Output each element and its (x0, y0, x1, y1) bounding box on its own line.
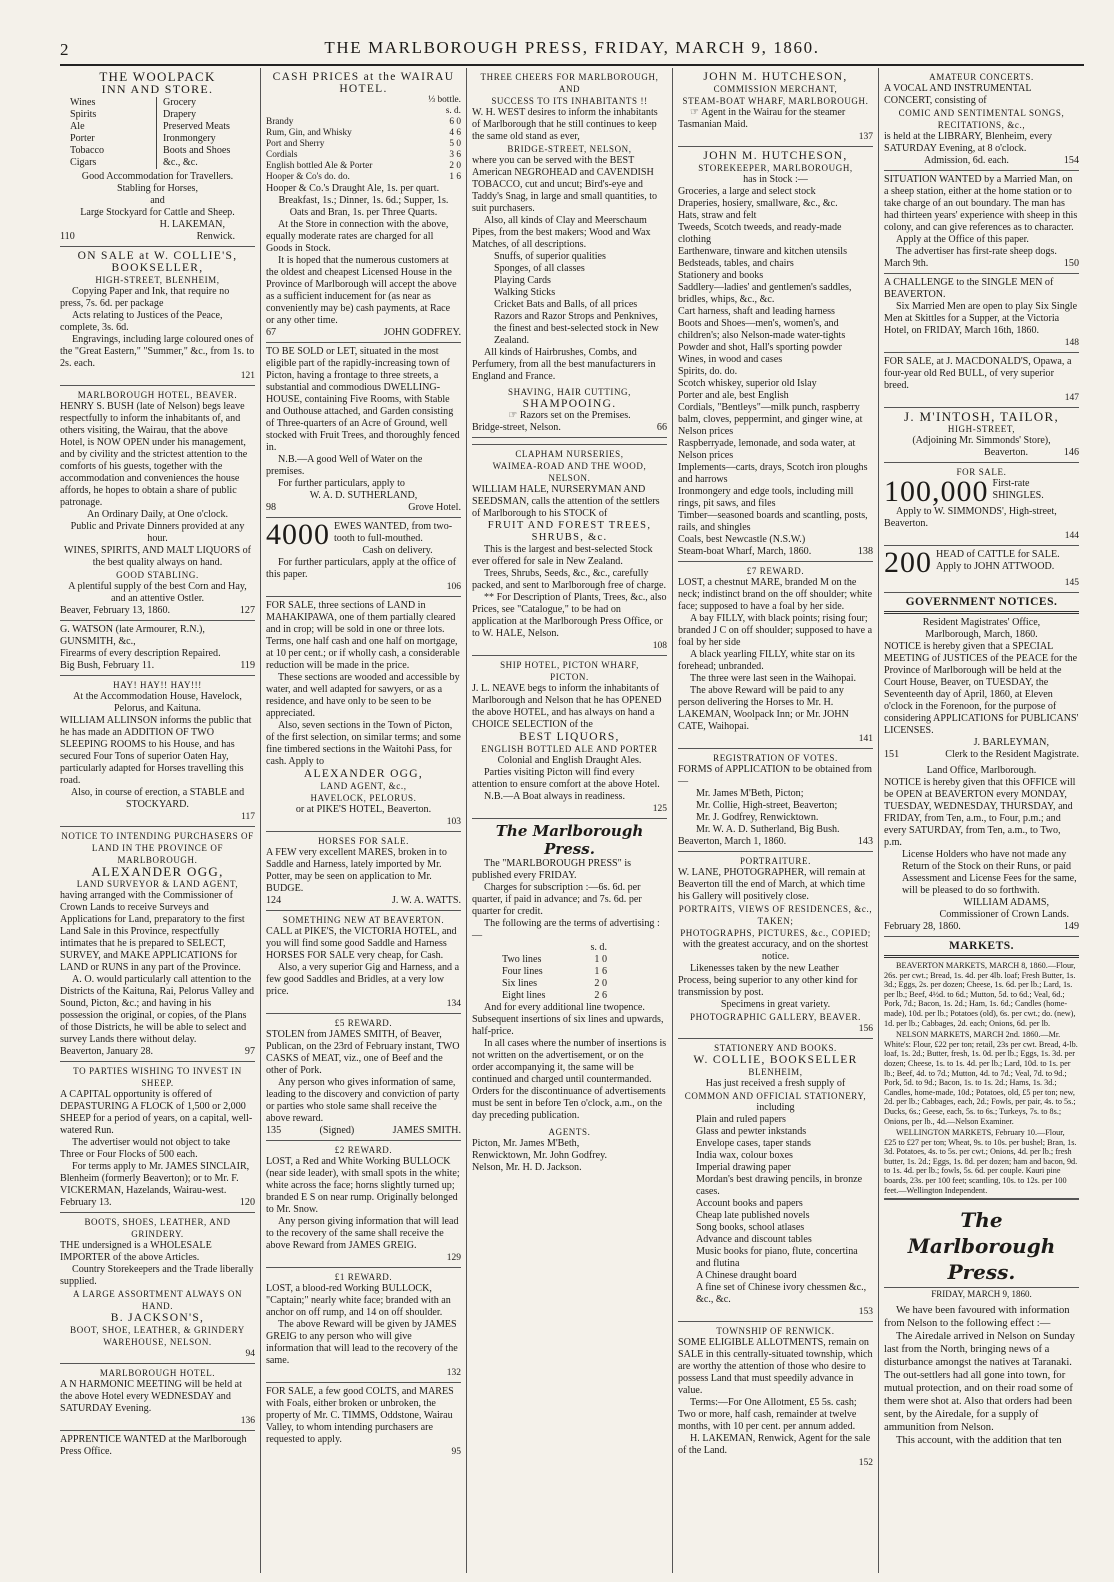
ad-horses-for-sale: HORSES FOR SALE. A FEW very excellent MARES, broken in to Saddle and Harness, lately imported by Mr. Potter, may be seen on application to Mr. BUDGE. 124 J. W. A. WATTS. (266, 832, 461, 911)
stock-item: Wines, in wood and cases (678, 354, 783, 365)
stock-item: Earthenware, tinware and kitchen utensils (678, 246, 848, 257)
stock-item: Boots and Shoes—men's, women's, and children's; also Nelson-made water-tights (678, 318, 846, 341)
markets-heading: MARKETS. (884, 937, 1079, 958)
woolpack-item: Preserved Meats (163, 121, 230, 132)
agent-item: Mr. Collie, High-street, Beaverton; (696, 800, 838, 811)
ad-hay: HAY! HAY!! HAY!!! At the Accommodation House, Havelock, Pelorus, and Kaituna. WILLIAM ALLINSON informs the public that he has made an ADDITION OF TWO SLEEPING ROOMS to his House, and has secured Four Tons of superior Oaten Hay, particularly adapted for Horses travelling this road. Also, in course of erection, a STABLE and STOCKYARD. 117 (60, 676, 255, 827)
column-3 (466, 68, 672, 1573)
woolpack-item: Ironmongery (163, 133, 216, 144)
stationery-item: India wax, colour boxes (696, 1150, 793, 1161)
stock-item: Groceries, a large and select stock (678, 186, 816, 197)
rate-row (502, 966, 607, 978)
government-notices: Resident Magistrates' Office, Marlborough, March, 1860. NOTICE is hereby given that a SPECIAL MEETING of JUSTICES of the PEACE for the Province of Marlborough will be held at the Court House, Beaver, on TUESDAY, the Seventeenth day of April, 1860, at Eleven o'clock in the Forenoon, for the purpose of considering APPLICATIONS for PUBLICANS' LICENSES. J. BARLEYMAN, 151 Clerk to the Resident Magistrate. Land Office, Marlborough. NOTICE is hereby given that this OFFICE will be OPEN at BEAVERTON every MONDAY, TUESDAY, WEDNESDAY, THURSDAY, and FRIDAY, from Ten, a.m., to Four, p.m.; and every SATURDAY, from Ten, a.m., to Two, p.m. License Holders who have not made any Return of the Stock on their Runs, or paid Assessment and License Fees for the same, will be pleased to do so forthwith. WILLIAM ADAMS, Commissioner of Crown Lands. February 28, 1860. 149 (884, 614, 1079, 937)
woolpack-item: Porter (70, 133, 95, 144)
agent-item: Mr. James M'Beth, Picton; (696, 788, 804, 799)
column-1 (60, 68, 260, 1573)
price-row-label: Cordials (266, 150, 298, 160)
price-row (266, 172, 461, 183)
rate-row-value: 1 6 (594, 966, 607, 977)
stock-item: Cordials, "Bentleys"—milk punch, raspberry balm, cloves, peppermint, and ginger wine, at Nelson prices (678, 402, 863, 437)
ad-hutcheson-commission: JOHN M. HUTCHESON, COMMISSION MERCHANT, STEAM-BOAT WHARF, MARLBOROUGH. ☞ Agent in the Wairau for the steamer Tasmanian Maid. 137 (678, 68, 873, 147)
price-row-label: Rum, Gin, and Whisky (266, 128, 352, 138)
ad-land-for-sale: FOR SALE, three sections of LAND in MAHAKIPAWA, one of them partially cleared and in crop; will be sold in one or three lots. Terms, one half cash and one half on mortgage, at 10 per cent.; or if wholly cash, a considerable reduction will be made in the price. These sections are wooded and accessible by water, and well adapted for sawyers, or as a residence, and have only to be seen to be appreciated. Also, seven sections in the Town of Picton, of the first selection, on similar terms; and some fine timbered sections in the Waitohi Pass, for cash. Apply to ALEXANDER OGG, LAND AGENT, &c., HAVELOCK, PELORUS. or at PIKE'S HOTEL, Beaverton. 103 (266, 597, 461, 832)
woolpack-item: Wines (70, 97, 96, 108)
stock-item: Ironmongery and edge tools, including mill rings, pit saws, and files (678, 486, 854, 509)
woolpack-item: Tobacco (70, 145, 105, 156)
rate-row-value: 1 0 (594, 954, 607, 965)
west-goods-list (472, 251, 667, 347)
west-item: Sponges, of all classes (494, 263, 585, 274)
woolpack-left-list (70, 97, 152, 169)
price-row (266, 139, 461, 150)
stock-item: Spirits, do. do. (678, 366, 738, 377)
ad-apprentice: APPRENTICE WANTED at the Marlborough Press Office. (60, 1434, 247, 1457)
ad-ship-hotel: SHIP HOTEL, PICTON WHARF, PICTON. J. L. NEAVE begs to inform the inhabitants of Marlborough and Nelson that he has OPENED the above HOTEL, and has always on hand a CHOICE SELECTION of the BEST LIQUORS, ENGLISH BOTTLED ALE AND PORTER Colonial and English Draught Ales. Parties visiting Picton will find every attention to ensure comfort at the above Hotel. N.B.—A Boat always in readiness. 125 (472, 656, 667, 819)
west-item: Playing Cards (494, 275, 551, 286)
stationery-item: Glass and pewter inkstands (696, 1126, 807, 1137)
stationery-item: A Chinese draught board (696, 1270, 797, 1281)
ad-hutcheson-store: JOHN M. HUTCHESON, STOREKEEPER, MARLBOROUGH, has in Stock :— Groceries, a large and select stock Draperies, hosiery, smallware, &c., &c. Hats, straw and felt Tweeds, Scotch tweeds, and ready-made clothing Earthenware, tinware and kitchen utensils Bedsteads, tables, and chairs Stationery and books Saddlery—ladies' and gentlemen's saddles, bridles, whips, &c., &c. Cart harness, shaft and leading harness Boots and Shoes—men's, women's, and children's; also Nelson-made water-tights Powder and shot, Hall's sporting powder Wines, in wood and cases Spirits, do. do. Scotch whiskey, superior old Islay Porter and ale, best English Cordials, "Bentleys"—milk punch, raspberry balm, cloves, peppermint, and ginger wine, at Nelson prices Raspberryade, lemonade, and soda water, at Nelson prices Implements—carts, drays, Scotch iron ploughs and harrows Ironmongery and edge tools, including mill rings, pit saws, and files Timber—seasoned boards and scantling, posts, rails, and shingles Coals, best Newcastle (N.S.W.) Steam-boat Wharf, March, 1860. 138 (678, 147, 873, 562)
stock-item: Bedsteads, tables, and chairs (678, 258, 794, 269)
west-item: Walking Sticks (494, 287, 556, 298)
ad-something-new: SOMETHING NEW AT BEAVERTON. CALL at PIKE'S, the VICTORIA HOTEL, and you will find some good Saddle and Harness HORSES FOR SALE very cheap, for Cash. Also, a very superior Gig and Harness, and a few good Saddles and Bridles, at a very low price. 134 (266, 911, 461, 1014)
woolpack-item: Spirits (70, 109, 97, 120)
stock-item: Powder and shot, Hall's sporting powder (678, 342, 842, 353)
editorial-masthead: The Marlborough Press. (907, 1208, 1056, 1285)
price-row (266, 161, 461, 172)
price-row-value: 1 6 (449, 172, 461, 182)
masthead-title: THE MARLBOROUGH PRESS, FRIDAY, MARCH 9, 1860. (324, 38, 820, 57)
ad-registration-votes: REGISTRATION OF VOTES. FORMS of APPLICATION to be obtained from— Mr. James M'Beth, Picton; Mr. Collie, High-street, Beaverton; Mr. J. Godfrey, Renwicktown. Mr. W. A. D. Sutherland, Big Bush. Beaverton, March 1, 1860. 143 (678, 749, 873, 852)
stock-item: Coals, best Newcastle (N.S.W.) (678, 534, 806, 545)
stationery-item: A fine set of Chinese ivory chessmen &c., &c., &c. (696, 1282, 867, 1305)
press-terms: The Marlborough Press. The "MARLBOROUGH PRESS" is published every FRIDAY. Charges for subscription :—6s. 6d. per quarter, if paid in advance; and 7s. 6d. per quarter for credit. The following are the terms of advertising :— s. d. Two lines 1 0 Four lines 1 6 Six lines 2 0 Eight lines 2 6 And for every additional line twopence. Subsequent insertions of six lines and upwards, half-price. In all cases where the number of insertions is not written on the advertisement, or on the order accompanying it, the same will be continued and charged until countermanded. Orders for the discontinuance of advertisements must be sent in before Ten o'clock, a.m., on the day preceding publication. AGENTS. Picton, Mr. James M'Beth, Renwicktown, Mr. John Godfrey. Nelson, Mr. H. D. Jackson. (472, 822, 667, 1173)
ad-lost-captain: £1 REWARD. LOST, a blood-red Working BULLOCK, "Captain;" nearly white face; branded with an anchor on off rump, and 14 on off shoulder. The above Reward will be given by JAMES GREIG to any person who will give information that will lead to the recovery of the same. 132 (266, 1268, 461, 1383)
ad-stolen-reward: £5 REWARD. STOLEN from JAMES SMITH, of Beaver, Publican, on the 23rd of February instant, TWO CASKS of MEAT, viz., one of Beef and the other of Pork. Any person who gives information of same, leading to the discovery and conviction of party or parties who stole same shall receive the above reward. 135 (Signed) JAMES SMITH. (266, 1014, 461, 1141)
stock-item: Porter and ale, best English (678, 390, 789, 401)
price-row (266, 150, 461, 161)
ad-cash-prices: CASH PRICES at the WAIRAU HOTEL. ⅓ bottle. s. d. Brandy 6 0 Rum, Gin, and Whisky 4 6 Port and Sherry 5 0 Cordials 3 6 English bottled Ale & Porter 2 0 Hooper & Co's do. do. 1 6 Hooper & Co.'s Draught Ale, 1s. per quart. Breakfast, 1s.; Dinner, 1s. 6d.; Supper, 1s. Oats and Bran, 1s. per Three Quarts. At the Store in connection with the above, equally moderate rates are charged for all Goods in Stock. It is hoped that the numerous customers at the oldest and cheapest Licensed House in the Province of Marlborough will accept the above as a sufficient inducement for (as near as conveniently may be) cash payments, at Race or any other time. 67 JOHN GODFREY. (266, 68, 461, 343)
rate-row-label: Four lines (502, 966, 543, 977)
stationery-item: Imperial drawing paper (696, 1162, 791, 1173)
rate-row (502, 978, 607, 990)
ad-mccartney (472, 438, 667, 445)
ad-ewes-wanted: 4000 EWES WANTED, from two-tooth to full-mouthed. Cash on delivery. For further particulars, apply at the office of this paper. 106 (266, 518, 461, 597)
stationery-item: Cheap late published novels (696, 1210, 810, 1221)
price-row-label: Port and Sherry (266, 139, 325, 149)
west-item: Snuffs, of superior qualities (494, 251, 606, 262)
rate-row (502, 954, 607, 966)
stationery-item: Plain and ruled papers (696, 1114, 786, 1125)
stationery-item: Advance and discount tables (696, 1234, 812, 1245)
ad-mintosh-tailor: J. M'INTOSH, TAILOR, HIGH-STREET, (Adjoining Mr. Simmonds' Store), Beaverton. 146 (884, 408, 1079, 463)
west-item: Razors and Razor Strops and Penknives, the finest and best-selected stock in New Zealand. (494, 311, 659, 346)
price-row-value: 4 6 (449, 128, 461, 138)
editorial: The Marlborough Press. FRIDAY, MARCH 9, 1860. We have been favoured with information from Nelson to the following effect :— The Airedale arrived in Nelson on Sunday last from the North, bringing news of a disturbance amongst the natives at Taranaki. The out-settlers had all gone into town, for mutual protection, and on their road some of them were shot at. Also that orders had been sent, by the Airedale, for a supply of ammunition from Nelson. This account, with the addition that ten (884, 1199, 1079, 1450)
column-4 (672, 68, 878, 1573)
markets-report: BEAVERTON MARKETS, MARCH 8, 1860.—Flour, 26s. per cwt.; Bread, 1s. 4d. per 4lb. loaf; Fresh Butter, 1s. 3d.; Eggs, 2s. per dozen; Cheese, 1s. 6d. per lb.; Lard, 1s. per lb.; Beef, 4½d. to 6d.; Mutton, 5d. to 6d.; Veal, 6d.; Pork, 7d.; Bacon, 1s. 2d.; Ham, 1s. 6d.; Candles (home-made), 10d. per lb.; Potatoes (old), 6s. per cwt.; do. (new), 1d. per lb.; Cabbages, 2d. each; Onions, 6d. per lb. NELSON MARKETS, MARCH 2nd. 1860.—Mr. White's: Flour, £22 per ton; retail, 23s per cwt. Bread, 4-lb. loaf, 1s. 2d.; Butter, fresh, 1s. 0d. per lb.; Eggs, 1s. 3d. per dozen; Cheese, 1s. to 1s. 4d. per lb.; Lard, 10d. to 1s. per lb.; Beef, 4d. to 7d.; Mutton, 4d. to 7d.; Veal, 7d. to 9d.; Pork, 5d. to 9d.; Bacon, 1s. to 1s. 2d.; Hams, 1s. 3d.; Candles, home-made, 10d.; Potatoes, old, £5 per ton; new, 2d. per lb.; Cabbages, each, 2d.; Fowls, per pair, 4s. to 5s.; Ducks, 6s.; Geese, each, 5s. to 6s.; Turkeys, 7s. to 8s.; Onions, per lb., 4d.—Nelson Examiner. WELLINGTON MARKETS, February 10.—Flour, £25 to £27 per ton; Wheat, 9s. to 10s. per bushel; Bran, 1s. 3d. Potatoes, 4s. to 5s. per cwt.; Onions, 4d. per lb.; fresh butter, 1s. 2d.; Eggs, 1s. 8d. per dozen; ham and bacon, 9d. to 1s. 4d. per lb.; fowls, 5s. 6d. per couple. Kauri pine boards, 23s. per 100 feet; scantling, 10s. to 12s. per 100 feet.—Wellington Independent. (884, 958, 1079, 1199)
price-row-label: English bottled Ale & Porter (266, 161, 373, 171)
ad-harmonic-meeting: MARLBOROUGH HOTEL. A N HARMONIC MEETING will be held at the above Hotel every WEDNESDAY and SATURDAY Evening. 136 (60, 1364, 255, 1431)
price-row (266, 128, 461, 139)
stationery-item: Account books and papers (696, 1198, 803, 1209)
rate-row-label: Two lines (502, 954, 542, 965)
stock-item: Draperies, hosiery, smallware, &c., &c. (678, 198, 838, 209)
ad-west-tobacconist: THREE CHEERS FOR MARLBOROUGH, AND SUCCESS TO ITS INHABITANTS !! W. H. WEST desires to inform the inhabitants of Marlborough that he still continues to keep the same old stand as ever, BRIDGE-STREET, NELSON, where you can be served with the BEST American NEGROHEAD and CAVENDISH TOBACCO, cut and uncut; Bird's-eye and Taddy's Snag, in large and small quantities, to suit purchasers. Also, all kinds of Clay and Meerschaum Pipes, from the best makers; Wood and Wax Matches, of all descriptions. Snuffs, of superior qualities Sponges, of all classes Playing Cards Walking Sticks Cricket Bats and Balls, of all prices Razors and Razor Strops and Penknives, the finest and best-selected stock in New Zealand. All kinds of Hairbrushes, Combs, and Perfumery, from all the best manufacturers in England and France. SHAVING, HAIR CUTTING, SHAMPOOING. ☞ Razors set on the Premises. Bridge-street, Nelson. 66 (472, 68, 667, 438)
ad-stationery: STATIONERY AND BOOKS. W. COLLIE, BOOKSELLER BLENHEIM, Has just received a fresh supply of COMMON AND OFFICIAL STATIONERY, including Plain and ruled papers Glass and pewter inkstands Envelope cases, taper stands India wax, colour boxes Imperial drawing paper Mordan's best drawing pencils, in bronze cases. Account books and papers Cheap late published novels Song books, school atlases Advance and discount tables Music books for piano, flute, concertina and flutina A Chinese draught board A fine set of Chinese ivory chessmen &c., &c., &c. 153 (678, 1039, 873, 1322)
price-row-value: 5 0 (449, 139, 461, 149)
price-row (266, 117, 461, 128)
ad-sheep: TO PARTIES WISHING TO INVEST IN SHEEP. A CAPITAL opportunity is offered of DEPASTURING A FLOCK of 1,500 or 2,000 SHEEP for a period of years, on a capital, well-watered Run. The advertiser would not object to take Three or Four Flocks of 500 each. For terms apply to Mr. JAMES SINCLAIR, Blenheim (formerly Beaverton); or to Mr. F. VICKERMAN, Hazelands, Wairau-west. February 13. 120 (60, 1062, 255, 1213)
government-notices-heading: GOVERNMENT NOTICES. (884, 593, 1079, 614)
page-number: 2 (60, 40, 69, 59)
rate-row-label: Eight lines (502, 990, 546, 1001)
stock-item: Raspberryade, lemonade, and soda water, at Nelson prices (678, 438, 856, 461)
rate-row-value: 2 0 (594, 978, 607, 989)
price-row-value: 2 0 (449, 161, 461, 171)
newspaper-columns (60, 68, 1084, 1573)
stock-item: Hats, straw and felt (678, 210, 757, 221)
ad-situation-wanted: SITUATION WANTED by a Married Man, on a sheep station, either at the home station or to take charge of an out boundary. The man has had thirteen years' experience with sheep in this colony, and can give references as to character. Apply at the Office of this paper. The advertiser has first-rate sheep dogs. March 9th. 150 (884, 171, 1079, 274)
ad-woolpack: THE WOOLPACK INN AND STORE. Wines Spirits Ale Porter Tobacco Cigars Grocery Drapery Preserved Meats Ironmongery Boots and Shoes &c., &c. Good Accommodation for Travellers. Stabling for Horses, and Large Stockyard for Cattle and Sheep. H. LAKEMAN, 110 Renwick. (60, 68, 255, 247)
ad-to-be-sold: TO BE SOLD or LET, situated in the most eligible part of the rapidly-increasing town of Picton, having a frontage to three streets, a substantial and commodious DWELLING-HOUSE, containing Five Rooms, with Stable and Outhouse attached, and Garden consisting of Three-quarters of an Acre of Ground, well stocked with Fruit Trees, and thoroughly fenced in. N.B.—A good Well of Water on the premises. For further particulars, apply to W. A. D. SUTHERLAND, 98 Grove Hotel. (266, 343, 461, 518)
ad-amateur-concerts: AMATEUR CONCERTS. A VOCAL AND INSTRUMENTAL CONCERT, consisting of COMIC AND SENTIMENTAL SONGS, RECITATIONS, &c., is held at the LIBRARY, Blenheim, every SATURDAY Evening, at 8 o'clock. Admission, 6d. each. 154 (884, 68, 1079, 171)
hutcheson-stock-list (678, 186, 873, 546)
stationery-list (678, 1114, 873, 1306)
cash-price-list (266, 117, 461, 183)
stock-item: Stationery and books (678, 270, 764, 281)
stationery-item: Mordan's best drawing pencils, in bronze cases. (696, 1174, 863, 1197)
price-row-value: 6 0 (449, 117, 461, 127)
stock-item: Tweeds, Scotch tweeds, and ready-made clothing (678, 222, 842, 245)
woolpack-item: Drapery (163, 109, 197, 120)
ad-lost-mare: £7 REWARD. LOST, a chestnut MARE, branded M on the neck; indistinct brand on the off shoulder; white face; supposed to have a foal by her side. A bay FILLY, with black points; rising four; branded J C on off shoulder; supposed to have a foal by her side A black yearling FILLY, white star on its forehead; unbranded. The three were last seen in the Waihopai. The above Reward will be paid to any person delivering the Horses to Mr. H. LAKEMAN, Woolpack Inn; or Mr. JOHN CATE, Waihopai. 141 (678, 562, 873, 749)
price-row-value: 3 6 (449, 150, 461, 160)
column-2 (260, 68, 466, 1573)
ad-clapham-nurseries: CLAPHAM NURSERIES, WAIMEA-ROAD AND THE WOOD, NELSON. WILLIAM HALE, NURSERYMAN AND SEEDSMAN, calls the attention of the settlers of Marlborough to his STOCK of FRUIT AND FOREST TREES, SHRUBS, &c. This is the largest and best-selected Stock ever offered for sale in New Zealand. Trees, Shrubs, Seeds, &c., &c., carefully packed, and sent to Marlborough free of charge. ** For Description of Plants, Trees, &c., also Prices, see "Catalogue," to be had on application at the Marlborough Press Office, or to W. HALE, Nelson. 108 (472, 445, 667, 656)
ad-bull-for-sale: FOR SALE, at J. MACDONALD'S, Opawa, a four-year old Red BULL, of very superior breed. 147 (884, 353, 1079, 408)
west-item: Cricket Bats and Balls, of all prices (494, 299, 638, 310)
rate-row-value: 2 6 (594, 990, 607, 1001)
ad-shingles: FOR SALE. 100,000 First-rate SHINGLES. Apply to W. SIMMONDS', High-street, Beaverton. 144 (884, 463, 1079, 546)
ad-photographer: PORTRAITURE. W. LANE, PHOTOGRAPHER, will remain at Beaverton till the end of March, at which time his Gallery will positively close. PORTRAITS, VIEWS OF RESIDENCES, &c., TAKEN; PHOTOGRAPHS, PICTURES, &c., COPIED; with the greatest accuracy, and on the shortest notice. Likenesses taken by the new Leather Process, being superior to any other kind for transmission by post. Specimens in great variety. PHOTOGRAPHIC GALLERY, BEAVER. 156 (678, 852, 873, 1039)
ad-marlborough-hotel: MARLBOROUGH HOTEL, BEAVER. HENRY S. BUSH (late of Nelson) begs leave respectfully to inform the inhabitants of, and others visiting, the Wairau, that the above Hotel, is NOW OPEN under his management, and by civility and the strictest attention to the comforts of his guests, together with the accommodation and conveniences the house affords, he hopes to obtain a share of public patronage. An Ordinary Daily, at One o'clock. Public and Private Dinners provided at any hour. WINES, SPIRITS, AND MALT LIQUORS of the best quality always on hand. GOOD STABLING. A plentiful supply of the best Corn and Hay, and an attentive Ostler. Beaver, February 13, 1860. 127 (60, 386, 255, 621)
ad-collie-bookseller: ON SALE at W. COLLIE'S, BOOKSELLER, HIGH-STREET, BLENHEIM, Copying Paper and Ink, that require no press, 7s. 6d. per package Acts relating to Justices of the Peace, complete, 3s. 6d. Engravings, including large coloured ones of the "Great Eastern," "Summer," &c., from 1s. to 2s. each. 121 (60, 247, 255, 386)
stationery-item: Envelope cases, taper stands (696, 1138, 811, 1149)
woolpack-item: Ale (70, 121, 85, 132)
column-5 (878, 68, 1084, 1573)
votes-agents-list (678, 788, 873, 836)
agent-item: Mr. W. A. D. Sutherland, Big Bush. (696, 824, 840, 835)
page-header (60, 36, 1084, 62)
ad-watson-gunsmith: G. WATSON (late Armourer, R.N.), GUNSMITH, &c., Firearms of every description Repaired. Big Bush, February 11. 119 (60, 621, 255, 676)
stationery-item: Song books, school atlases (696, 1222, 805, 1233)
stock-item: Cart harness, shaft and leading harness (678, 306, 835, 317)
ad-challenge: A CHALLENGE to the SINGLE MEN of BEAVERTON. Six Married Men are open to play Six Single Men at Skittles for a Supper, at the Victoria Hotel, on FRIDAY, March 16th, 1860. 148 (884, 274, 1079, 353)
rate-row (502, 990, 607, 1002)
ad-colts: FOR SALE, a few good COLTS, and MARES with Foals, either broken or unbroken, the property of Mr. C. TIMMS, Oddstone, Wairau Valley, to whom intending purchasers are requested to apply. 95 (266, 1386, 461, 1457)
woolpack-item: Boots and Shoes (163, 145, 231, 156)
ad-renwick-township: TOWNSHIP OF RENWICK. SOME ELIGIBLE ALLOTMENTS, remain on SALE in this centrally-situated township, which are worthy the attention of those who desire to possess Land that must speedily advance in value. Terms:—For One Allotment, £5 5s. cash; Two or more, half cash, remainder at twelve months, with 10 per cent. per annum added. H. LAKEMAN, Renwick, Agent for the sale of the Land. 152 (678, 1326, 873, 1468)
ad-cattle-for-sale: 200 HEAD of CATTLE for SALE. Apply to JOHN ATTWOOD. 145 (884, 546, 1079, 593)
header-rule (60, 64, 1084, 66)
price-row-label: Brandy (266, 117, 294, 127)
stock-item: Scotch whiskey, superior old Islay (678, 378, 817, 389)
agent-item: Mr. J. Godfrey, Renwicktown. (696, 812, 819, 823)
advertising-rates (472, 954, 667, 1002)
stock-item: Saddlery—ladies' and gentlemen's saddles, bridles, whips, &c., &c. (678, 282, 852, 305)
woolpack-right-list (156, 97, 245, 169)
woolpack-item: &c., &c. (163, 157, 198, 168)
stock-item: Timber—seasoned boards and scantling, posts, rails, and shingles (678, 510, 868, 533)
rate-row-label: Six lines (502, 978, 538, 989)
woolpack-item: Grocery (163, 97, 197, 108)
woolpack-item: Cigars (70, 157, 97, 168)
ad-land-surveyor: NOTICE TO INTENDING PURCHASERS OF LAND IN THE PROVINCE OF MARLBOROUGH. ALEXANDER OGG, LAND SURVEYOR & LAND AGENT, having arranged with the Commissioner of Crown Lands to receive Surveys and Applications for Land, preparatory to the first Land Sale in this Province, respectfully intimates that he is prepared to SELECT, SURVEY, and MAKE APPLICATIONS for LAND or RUNS in any part of the Province. A. O. would particularly call attention to the Districts of the Kaituna, Rai, Pelorus Valley and Sound, Picton, &c.; and having in his possession the original, or copies, of the Plans of those Districts, he will be able to select and survey Lands there without delay. Beaverton, January 28. 97 (60, 827, 255, 1062)
price-row-label: Hooper & Co's do. do. (266, 172, 350, 182)
stationery-item: Music books for piano, flute, concertina and flutina (696, 1246, 858, 1269)
ad-boots-shoes: BOOTS, SHOES, LEATHER, AND GRINDERY. THE undersigned is a WHOLESALE IMPORTER of the above Articles. Country Storekeepers and the Trade liberally supplied. A LARGE ASSORTMENT ALWAYS ON HAND. B. JACKSON'S, BOOT, SHOE, LEATHER, & GRINDERY WAREHOUSE, NELSON. 94 (60, 1213, 255, 1364)
ad-lost-bullock: £2 REWARD. LOST, a Red and White Working BULLOCK (near side leader), with small spots in the white; white across the face; horns slightly turned up; branded E S on near rump. Originally belonged to Mr. Snow. Any person giving information that will lead to the recovery of the same shall receive the above Reward from JAMES GREIG. 129 (266, 1141, 461, 1268)
stock-item: Implements—carts, drays, Scotch iron ploughs and harrows (678, 462, 868, 485)
